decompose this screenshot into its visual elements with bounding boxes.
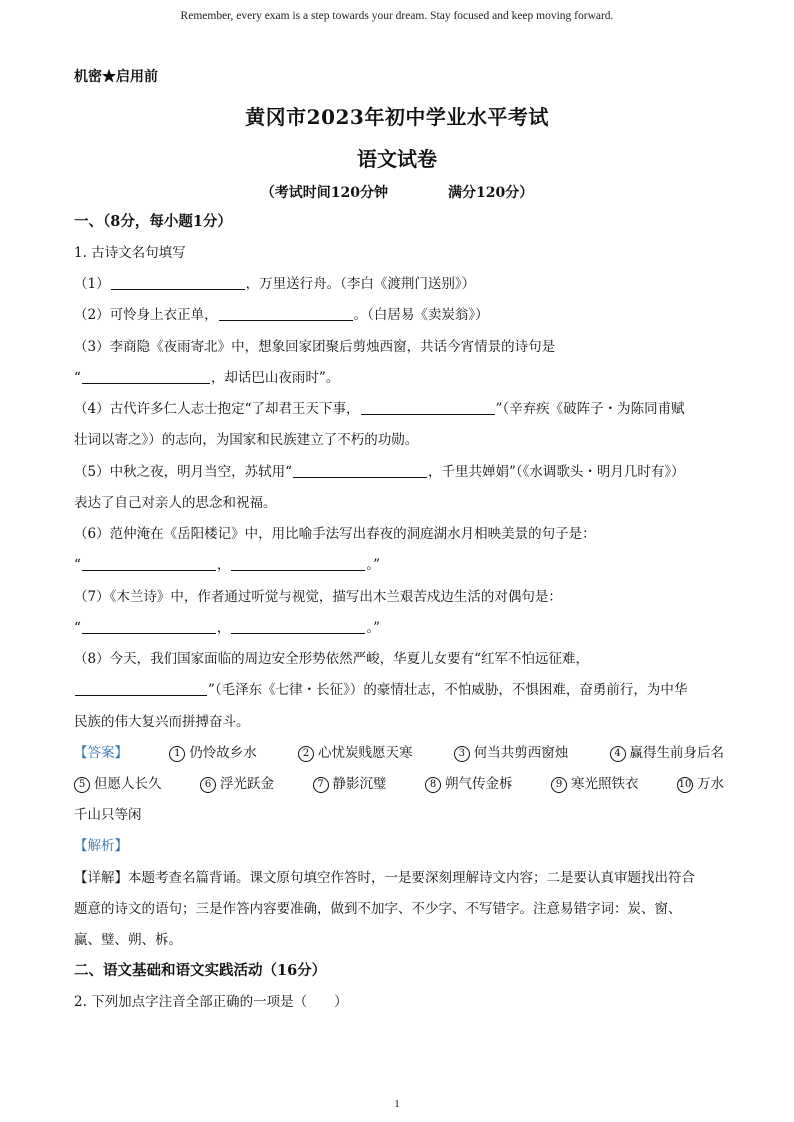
- circled-number: 3: [454, 746, 470, 762]
- q1-item4-line1: （4）古代许多仁人志士抱定“了却君王天下事， ”（辛弃疾《破阵子・为陈同甫赋: [74, 401, 685, 417]
- circled-number: 2: [298, 746, 314, 762]
- circled-number: 8: [425, 777, 441, 793]
- answer-blank: [75, 680, 207, 696]
- answer-blank: [111, 274, 245, 290]
- circled-number: 10: [677, 777, 693, 793]
- q1-item8-line3: 民族的伟大复兴而拼搏奋斗。: [74, 714, 250, 730]
- answer-blank: [82, 555, 216, 571]
- q1-item2: （2）可怜身上衣正单， 。（白居易《卖炭翁》）: [74, 307, 489, 323]
- answer-blank: [219, 305, 353, 321]
- answer-blank: [293, 462, 427, 478]
- q1-item1: （1） ，万里送行舟。（李白《渡荆门送别》）: [74, 276, 476, 292]
- answer-tag: 【答案】: [74, 745, 128, 761]
- exam-time: （考试时间120分钟: [260, 185, 388, 201]
- circled-number: 9: [551, 777, 567, 793]
- header-motto: Remember, every exam is a step towards your dream. Stay focused and keep moving forward.: [180, 10, 614, 22]
- q1-item3-line2: “ ，却话巴山夜雨时”。: [74, 370, 340, 386]
- q1-prompt: 1. 古诗文名句填写: [74, 245, 186, 261]
- answer-blank: [82, 618, 216, 634]
- exam-title: 黄冈市2023年初中学业水平考试: [245, 105, 549, 129]
- q1-item8-line2: ”（毛泽东《七律・长征》）的豪情壮志，不怕威胁，不惧困难，奋勇前行，为中华: [74, 680, 724, 700]
- answer-item: 2 心忧炭贱愿天寒: [298, 743, 413, 763]
- answer-blank: [231, 555, 365, 571]
- exam-info: [0, 182, 794, 202]
- answer-tail: 千山只等闲: [74, 807, 142, 823]
- circled-number: 5: [74, 777, 90, 793]
- q1-item5-line1: （5）中秋之夜，明月当空，苏轼用“ ，千里共婵娟”（《水调歌头・明月几时有》）: [74, 464, 685, 480]
- answer-row1: [74, 743, 724, 763]
- answer-item: 9 寒光照铁衣: [551, 774, 639, 794]
- answer-blank: [82, 368, 210, 384]
- exam-score: 满分120分）: [448, 185, 534, 201]
- answer-item: 8 朔气传金柝: [425, 774, 513, 794]
- q1-item5-line2: 表达了自己对亲人的思念和祝福。: [74, 495, 277, 511]
- circled-number: 4: [610, 746, 626, 762]
- q1-item8-line1: （8）今天，我们国家面临的周边安全形势依然严峻，华夏儿女要有“红军不怕远征难，: [74, 651, 589, 667]
- q1-item6-line1: （6）范仲淹在《岳阳楼记》中，用比喻手法写出春夜的洞庭湖水月相映美景的句子是：: [74, 526, 596, 542]
- circled-number: 1: [169, 746, 185, 762]
- answer-item: 4 赢得生前身后名: [610, 743, 725, 763]
- section2-heading: 二、语文基础和语文实践活动（16分）: [74, 962, 327, 979]
- analysis-detail-line3: 赢、璧、朔、柝。: [74, 932, 182, 948]
- answer-item: 5 但愿人长久: [74, 774, 162, 794]
- section1-heading: 一、（8分，每小题1分）: [74, 213, 232, 230]
- circled-number: 7: [313, 777, 329, 793]
- q2-prompt: 2. 下列加点字注音全部正确的一项是（ ）: [74, 994, 348, 1010]
- q1-item3-line1: （3）李商隐《夜雨寄北》中，想象回家团聚后剪烛西窗，共话今宵情景的诗句是: [74, 339, 556, 355]
- q1-item4-line2: 壮词以寄之》）的志向，为国家和民族建立了不朽的功勋。: [74, 432, 419, 448]
- page-number: 1: [394, 1098, 400, 1110]
- q1-item7-line2: “ ， 。”: [74, 620, 381, 636]
- analysis-tag: 【解析】: [74, 838, 128, 854]
- analysis-detail-line2: 题意的诗文的语句；三是作答内容要准确，做到不加字、不少字、不写错字。注意易错字词：炭、窗、: [74, 901, 682, 917]
- circled-number: 6: [200, 777, 216, 793]
- answer-item: 7 静影沉璧: [313, 774, 387, 794]
- answer-blank: [231, 618, 365, 634]
- answer-item: 6 浮光跃金: [200, 774, 274, 794]
- answer-item: 1 仍怜故乡水: [169, 743, 257, 763]
- answer-item: 3 何当共剪西窗烛: [454, 743, 569, 763]
- confidential-label: 机密★启用前: [74, 69, 158, 85]
- q1-item6-line2: “ ， 。”: [74, 557, 381, 573]
- q1-item7-line1: （7）《木兰诗》中，作者通过听觉与视觉，描写出木兰艰苦戍边生活的对偶句是：: [74, 589, 562, 605]
- answer-blank: [361, 399, 495, 415]
- analysis-detail-line1: 【详解】本题考查名篇背诵。课文原句填空作答时，一是要深刻理解诗文内容；二是要认真审题找出符合: [74, 870, 695, 886]
- answer-item: 10 万水: [678, 776, 724, 792]
- exam-subtitle: 语文试卷: [357, 147, 437, 171]
- answer-row2: [74, 774, 724, 794]
